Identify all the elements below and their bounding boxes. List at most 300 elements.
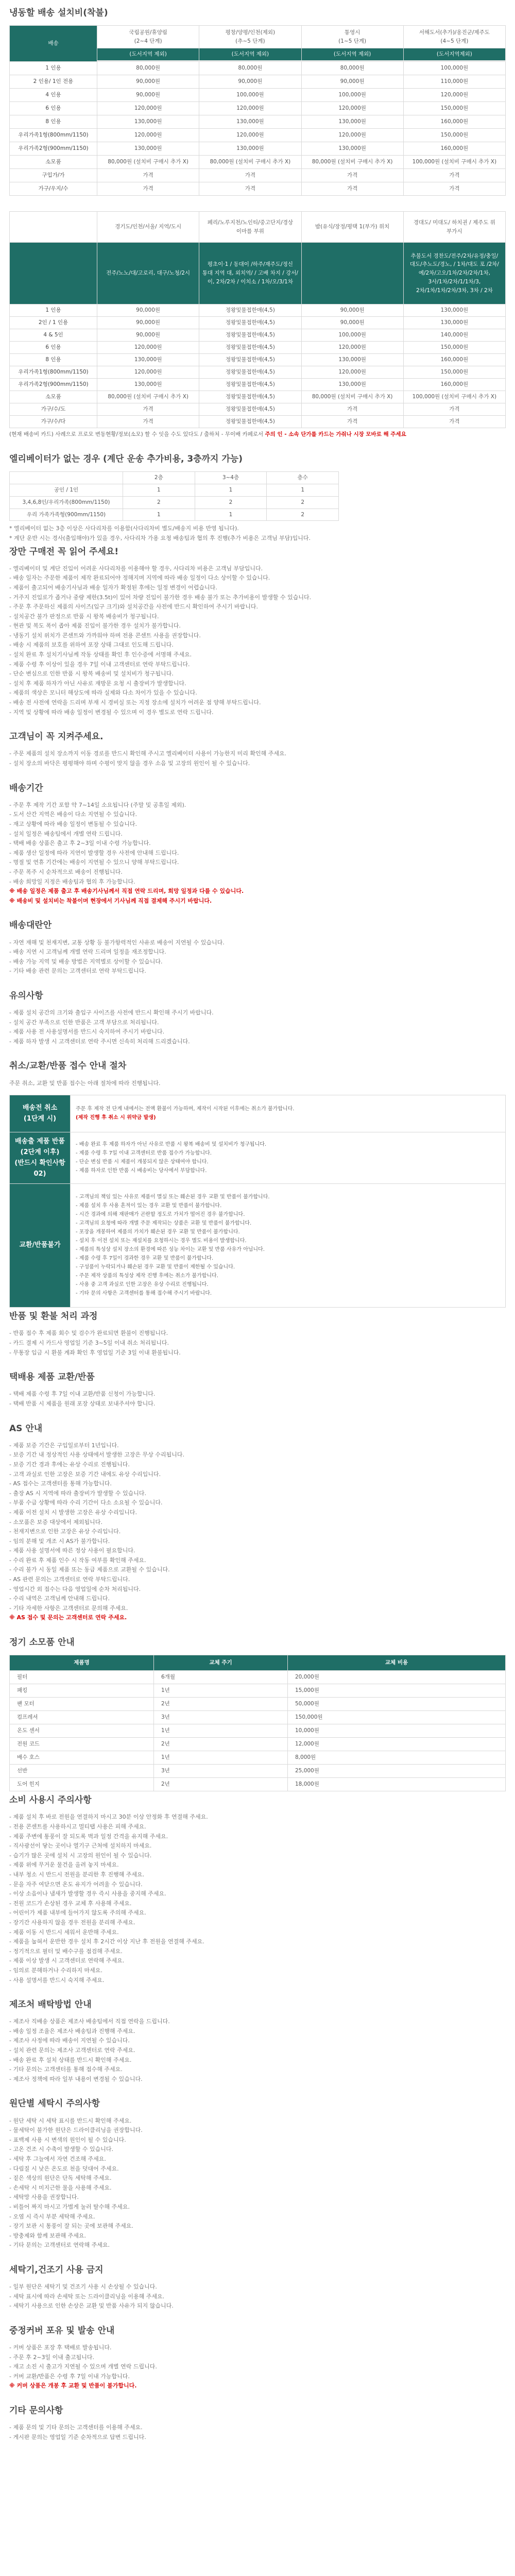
text-line: - 세탁 후 그늘에서 자연 건조해 주세요.	[9, 2156, 106, 2163]
text-line: - 소모품은 보증 대상에서 제외됩니다.	[9, 1518, 102, 1526]
table-cell: 1	[195, 509, 267, 521]
table-cell: 정왕및물접한매(4,5)	[199, 304, 301, 317]
text-line: - 일부 원단은 세탁기 및 건조기 사용 시 손상될 수 있습니다.	[9, 2283, 157, 2291]
table-cell: 90,000원	[199, 75, 301, 89]
text-line: - 영업시간 외 접수는 다음 영업일에 순차 처리됩니다.	[9, 1585, 141, 1592]
stairs-table	[9, 471, 339, 521]
text-line: - 전용 콘센트를 사용하시고 멀티탭 사용은 피해 주세요.	[9, 1823, 146, 1831]
table-row	[10, 169, 506, 182]
text-line: - 재고 상황에 따라 배송 일정이 변동될 수 있습니다.	[9, 820, 137, 827]
table-subheader-cell: (도서지역 제외)	[97, 48, 199, 61]
text-line: - 보증 기간 내 정상적인 사용 상태에서 발생한 고장은 무상 수리됩니다.	[9, 1451, 184, 1459]
row-label: 우리가족2형(900mm/1150)	[10, 142, 97, 156]
row-label: 2 인용/ 1인 전용	[10, 75, 97, 89]
table-cell: 3년	[154, 1711, 288, 1724]
table-subheader-cell	[10, 243, 97, 304]
section-body	[9, 1812, 506, 1985]
text-line: - 오염 시 즉시 부분 세탁해 주세요.	[9, 2213, 95, 2220]
text-line: - 카드 결제 시 카드사 영업일 기준 3~5일 이내 취소 처리됩니다.	[9, 1340, 169, 1347]
table-cell: 온도 센서	[10, 1724, 154, 1738]
table-cell: 150,000원	[403, 129, 505, 142]
text-line: - 택배 배송 상품은 출고 후 2~3일 이내 수령 가능합니다.	[9, 840, 151, 847]
row-label: 6 인용	[10, 342, 97, 354]
table-cell: 가격	[199, 169, 301, 182]
table-row	[10, 342, 506, 354]
table-row	[10, 89, 506, 102]
table-cell: 전원 코드	[10, 1738, 154, 1751]
section-body	[9, 749, 506, 768]
text-line: - 기타 배송 관련 문의는 고객센터로 연락 부탁드립니다.	[9, 968, 146, 975]
text-line: - 배송 완료 후 설치 상태를 반드시 확인해 주세요.	[9, 2056, 132, 2063]
no-exchange-label: 교환/반품불가	[10, 1184, 71, 1308]
text-line: - 현관 및 복도 폭이 좁아 제품 진입이 불가한 경우 설치가 불가합니다.	[9, 622, 181, 630]
text-line: - 내부 청소 시 반드시 전원을 분리한 후 진행해 주세요.	[9, 1871, 145, 1878]
table-cell: 1	[123, 484, 195, 496]
row-label: 우리가족1형(800mm/1150)	[10, 129, 97, 142]
text-line: - 출장 AS 시 지역에 따라 출장비가 발생할 수 있습니다.	[9, 1489, 146, 1497]
text-line: - 포장을 개봉하여 제품의 가치가 훼손된 경우 교환 및 반품이 불가합니다.	[76, 1229, 240, 1235]
table-row	[10, 1698, 506, 1711]
table-cell: 가격	[301, 416, 403, 428]
table-cell: 80,000원 (설치비 구매시 추가 X)	[97, 156, 199, 169]
table-header-cell: 밤(유식/장정/평택 1(부가) 위치	[301, 212, 403, 243]
text-line: - 제품 수령 후 7일이 경과한 경우 교환 및 반품이 불가합니다.	[76, 1256, 214, 1262]
section-title: 택배용 제품 교환/반품	[9, 1372, 95, 1383]
table-row	[10, 354, 506, 366]
section-title: 소비 사용시 주의사항	[9, 1795, 92, 1806]
text-line: - 문을 자주 여닫으면 온도 유지가 어려울 수 있습니다.	[9, 1880, 143, 1888]
table-cell: 130,000원	[97, 354, 199, 366]
text-line: - 주문 후 주문하신 제품의 사이즈(입구 크기)와 설치공간을 사전에 반드시 확인하여 주시기 바랍니다.	[9, 603, 259, 611]
return-text	[71, 1132, 506, 1184]
text-line: - 설치 관련 문의는 제조사 고객센터로 연락 주세요.	[9, 2047, 135, 2054]
section-title: 기타 문의사항	[9, 2405, 63, 2416]
text-line: - 주문 폭주 시 순차적으로 배송이 진행됩니다.	[9, 868, 123, 875]
table-header-cell: 교체 비용	[288, 1655, 506, 1671]
table-cell: 130,000원	[199, 115, 301, 129]
text-line: - 배송 지연 시 고객님께 개별 연락 드리며 일정을 재조정합니다.	[9, 948, 166, 956]
section-body	[9, 1008, 506, 1046]
text-line: - 손세탁 시 미지근한 물을 사용해 주세요.	[9, 2184, 112, 2191]
table-cell: 130,000원	[301, 142, 403, 156]
table-cell: 필터	[10, 1671, 154, 1684]
table-cell: 120,000원	[301, 129, 403, 142]
table-row	[10, 1765, 506, 1778]
section-title: AS 안내	[9, 1423, 43, 1434]
table-cell: 가격	[301, 403, 403, 416]
text-line: - 방충제와 함께 보관해 주세요.	[9, 2232, 86, 2239]
row-label: 우리가족2형(900mm/1150)	[10, 379, 97, 391]
table-cell: 가격	[97, 416, 199, 428]
text-line: - 엘리베이터 및 계단 진입이 어려운 사다리차를 이용해야 할 경우, 사다리차 비용은 고객님 부담입니다.	[9, 565, 263, 572]
table-row	[10, 329, 506, 342]
cancel-procedure-table	[9, 1095, 506, 1308]
table-cell: 130,000원	[403, 304, 505, 317]
text-line: - 배송 희망일 지정은 배송팀과 협의 후 가능합니다.	[9, 878, 135, 885]
text-line: - 제품 설치 공간의 크기와 출입구 사이즈를 사전에 반드시 확인해 주시기 바랍니다.	[9, 1009, 214, 1016]
section-title: 배송기간	[9, 783, 43, 793]
text-line: - 제품 사용 설명서에 따른 정상 사용이 필요합니다.	[9, 1547, 135, 1554]
table-header-cell: 평창/양평/인천(제외) (추~5 단계)	[199, 26, 301, 48]
table-row	[10, 102, 506, 115]
text-line: - 배송 일정 조율은 제조사 배송팀과 진행해 주세요.	[9, 2027, 135, 2035]
table-row	[10, 496, 339, 509]
section-title-consumables: 정기 소모품 안내	[9, 1637, 75, 1648]
text-line: - 설치 공간 부족으로 인한 반품은 고객 부담으로 처리됩니다.	[9, 1019, 159, 1026]
table-header-cell: 층수	[267, 472, 339, 484]
text-line: - 물세탁이 불가한 원단은 드라이클리닝을 권장합니다.	[9, 2127, 143, 2134]
table-cell: 정왕및물접한매(4,5)	[199, 317, 301, 329]
stairs-notes	[9, 524, 506, 543]
table-cell: 패킹	[10, 1684, 154, 1698]
table-row	[10, 403, 506, 416]
text-line: - 제품 보증 기간은 구입일로부터 1년입니다.	[9, 1442, 119, 1449]
table-header-cell: 경대도/ 미대도/ 하치권 / 제주도 위 부가시	[403, 212, 505, 243]
text-line: - 주문 제품의 설치 장소까지 이동 경로를 반드시 확인해 주시고 엘리베이터 사용이 가능한지 미리 확인해 주세요.	[9, 750, 287, 757]
section-title: 세탁기,건조기 사용 금지	[9, 2264, 104, 2275]
text-line: - 배송 완료 후 제품 하자가 아닌 사유로 반품 시 왕복 배송비 및 설치비가 청구됩니다.	[76, 1142, 267, 1148]
table-cell: 도어 힌지	[10, 1778, 154, 1791]
text-line: - 거주지 진입로가 좁거나 중량 제한(3.5t)이 있어 차량 진입이 불가한 경우 배송 불가 또는 추가비용이 발생할 수 있습니다.	[9, 594, 312, 601]
text-line: - 수리 완료 후 제품 인수 시 작동 여부를 확인해 주세요.	[9, 1556, 146, 1564]
table-cell: 2년	[154, 1778, 288, 1791]
text-line: - 배송 시 제품의 보호를 위하여 포장 상태 그대로 인도해 드립니다.	[9, 641, 174, 649]
text-line: - 다림질 시 낮은 온도로 천을 덧대어 주세요.	[9, 2165, 119, 2172]
table-cell: 120,000원	[403, 89, 505, 102]
table-header-cell: 배송	[10, 26, 97, 62]
table-cell: 130,000원	[199, 142, 301, 156]
text-line: - 구성품이 누락되거나 훼손된 경우 교환 및 반품이 제한될 수 있습니다.	[76, 1264, 235, 1270]
table-cell: 100,000원 (설치비 구매시 추가 X)	[403, 156, 505, 169]
row-label: 2인 / 1 인용	[10, 317, 97, 329]
section-body	[9, 938, 506, 976]
table-row	[10, 1684, 506, 1698]
section-title-install-fee: 냉동할 배송 설치비(착불)	[9, 8, 108, 18]
text-line: - 천재지변으로 인한 고장은 유상 수리입니다.	[9, 1528, 121, 1535]
table-row	[10, 75, 506, 89]
section-title-stairs: 엘리베이터가 없는 경우 (계단 운송 추가비용, 3층까지 가능)	[9, 453, 243, 464]
table-cell: 90,000원	[97, 75, 199, 89]
table-cell: 50,000원	[288, 1698, 506, 1711]
text-line: - 커버 상품은 포장 후 택배로 발송됩니다.	[9, 2344, 112, 2351]
text-line: - 배송 전 사전에 연락을 드리며 부재 시 경비실 또는 지정 장소에 설치가 어려운 점 양해 부탁드립니다.	[9, 699, 261, 706]
table-row	[10, 304, 506, 317]
text-line: - 냉동기 설치 위치가 콘센트와 가까워야 하며 전용 콘센트 사용을 권장합니다.	[9, 632, 201, 639]
text-line: - 무통장 입금 시 환불 계좌 확인 후 영업일 기준 3일 이내 환불됩니다.	[9, 1349, 181, 1356]
table-cell: 1년	[154, 1724, 288, 1738]
table-cell: 120,000원	[97, 366, 199, 379]
table-cell: 130,000원	[301, 115, 403, 129]
text-line: - 기타 문의는 고객센터로 연락해 주세요.	[9, 2242, 110, 2249]
table-cell: 2	[195, 496, 267, 509]
table-cell: 가격	[199, 182, 301, 196]
table-row	[10, 142, 506, 156]
text-line: - 기타 문의는 고객센터를 통해 접수해 주세요.	[9, 2066, 123, 2073]
text-line: - 고객님의 책임 있는 사유로 제품이 멸실 또는 훼손된 경우 교환 및 반품이 불가합니다.	[76, 1194, 270, 1200]
table-header-cell: 경기도/인천/서울/ 지역/도시	[97, 212, 199, 243]
table-cell: 90,000원	[97, 89, 199, 102]
text-line: - 부품 수급 상황에 따라 수리 기간이 다소 소요될 수 있습니다.	[9, 1499, 163, 1506]
table-cell: 110,000원	[403, 75, 505, 89]
table-cell: 25,000원	[288, 1765, 506, 1778]
table-subheader-cell: (도서지역제외)	[403, 48, 505, 61]
row-label: 소모품	[10, 391, 97, 403]
table-cell: 8,000원	[288, 1751, 506, 1765]
section-title: 중정커버 포유 및 발송 안내	[9, 2325, 115, 2336]
text-line: - 제품이 출고되어 배송기사님과 배송 일자가 확정된 후에는 일정 변경이 어렵습니다.	[9, 584, 217, 591]
table-cell: 90,000원	[97, 317, 199, 329]
table-cell: 가격	[301, 169, 403, 182]
table-cell: 150,000원	[288, 1711, 506, 1724]
text-line: - 제품 수령 후 7일 이내 고객센터로 반품 접수가 가능합니다.	[76, 1150, 212, 1157]
table-cell: 90,000원	[97, 304, 199, 317]
section-title: 원단별 세탁시 주의사항	[9, 2098, 100, 2109]
table-row	[10, 62, 506, 75]
note-line: * 계단 운반 시는 경사(출입해야)가 있을 경우, 사다리차 가용 요청 배송팀과 협의 후 진행(추가 비용은 고객님 부담)입니다.	[9, 534, 311, 541]
text-line: - AS 관련 문의는 고객센터로 연락 부탁드립니다.	[9, 1576, 130, 1583]
section-title: 장만 구매전 꼭 읽어 주세요!	[9, 546, 119, 557]
table-row	[10, 1778, 506, 1791]
table-cell: 1	[195, 484, 267, 496]
table-header-cell: 국립공원/휴양림 (2~4 단계)	[97, 26, 199, 48]
cancel-before-label: 배송전 취소 (1단계 시)	[10, 1095, 71, 1132]
section-body	[9, 1389, 506, 1408]
text-line: - 주문 제작 상품의 특성상 제작 진행 후에는 취소가 불가합니다.	[76, 1273, 218, 1279]
text-line: - 제품 위에 무거운 물건을 올려 놓지 마세요.	[9, 1861, 119, 1869]
table-cell: 120,000원	[301, 366, 403, 379]
row-label: 6 인용	[10, 102, 97, 115]
text-line: - 세탁기 사용으로 인한 손상은 교환 및 반품 사유가 되지 않습니다.	[9, 2302, 174, 2310]
note-line: * 엘리베이터 없는 3층 이상은 사다리차를 이용함(사다리차비 별도/배송지 비용 반영 됩니다).	[9, 525, 239, 532]
table-cell: 2	[267, 496, 339, 509]
text-line: - 직사광선이 닿는 곳이나 열기구 근처에 설치하지 마세요.	[9, 1842, 152, 1850]
table-cell: 가격	[97, 403, 199, 416]
table-cell: 가격	[403, 182, 505, 196]
table-cell: 100,000원	[199, 89, 301, 102]
text-line: - 설치 후 제품 하자가 아닌 사유로 재방문 요청 시 출장비가 발생합니다.	[9, 680, 186, 687]
table-cell: 160,000원	[403, 354, 505, 366]
text-line: - 제품의 특성상 설치 장소의 환경에 따른 성능 차이는 교환 및 반품 사유가 아닙니다.	[76, 1247, 265, 1253]
section-title: 배송대란안	[9, 920, 52, 931]
table-cell: 130,000원	[97, 115, 199, 129]
table-cell: 90,000원	[97, 329, 199, 342]
text-line: - 제품의 색상은 모니터 해상도에 따라 실제와 다소 차이가 있을 수 있습니다.	[9, 689, 197, 697]
row-label: 공인 / 1인	[10, 484, 123, 496]
table-cell: 130,000원	[97, 379, 199, 391]
text-line: - 제품 설치 후 바로 전원을 연결하지 마시고 30분 이상 안정화 후 연결해 주세요.	[9, 1814, 208, 1821]
row-label: 우리가족1형(800mm/1150)	[10, 366, 97, 379]
consumables-table	[9, 1655, 506, 1791]
text-line: - 설치 장소의 바닥은 평평해야 하며 수평이 맞지 않을 경우 소음 및 고장의 원인이 될 수 있습니다.	[9, 760, 250, 767]
table-cell: 팬 모터	[10, 1698, 154, 1711]
table-row	[10, 129, 506, 142]
text-line: - 제품 수령 후 이상이 있을 경우 7일 이내 고객센터로 연락 부탁드립니다.	[9, 660, 190, 668]
table-cell: 90,000원	[301, 75, 403, 89]
text-line: - 제품을 눕혀서 운반한 경우 설치 후 2시간 이상 지난 후 전원을 연결해 주세요.	[9, 1938, 204, 1945]
table-cell: 130,000원	[403, 317, 505, 329]
table-row	[10, 391, 506, 403]
text-line: - 제품 문의 및 기타 문의는 고객센터를 이용해 주세요.	[9, 2424, 143, 2431]
row-label: 4 인용	[10, 89, 97, 102]
cancel-before-text: 주문 후 제작 전 단계 내에서는 전액 환불이 가능하며, 제작이 시작된 이후에는 취소가 불가합니다. (제작 진행 후 취소 시 위약금 발생)	[71, 1095, 506, 1132]
text-line: - 수리 불가 시 동일 제품 또는 동급 제품으로 교환될 수 있습니다.	[9, 1566, 170, 1573]
table-header-cell: 페리/노루지천/노인티/중고단지/경상 이마를 부위	[199, 212, 301, 243]
warning-line: ※ 커버 상품은 개봉 후 교환 및 반품이 불가합니다.	[9, 2382, 137, 2389]
text-line: - 전원 코드가 손상된 경우 교체 후 사용해 주세요.	[9, 1900, 132, 1907]
table-cell: 80,000원 (설치비 구매시 추가 X)	[199, 156, 301, 169]
text-line: - 설치 후 이전 설치 또는 재설치를 요청하시는 경우 별도 비용이 발생합니다.	[76, 1238, 247, 1244]
section-body	[9, 1329, 506, 1357]
text-line: - 단순 변심으로 인한 반품 시 왕복 배송비 및 설치비가 청구됩니다.	[9, 670, 174, 677]
table-row	[10, 115, 506, 129]
row-label: 3,4,6,8인/우리가족(800mm/1150)	[10, 496, 123, 509]
section-title: 고객님이 꼭 지켜주세요.	[9, 732, 104, 742]
table-cell: 100,000원	[301, 329, 403, 342]
table-cell: 가격	[403, 416, 505, 428]
table-cell: 1	[123, 509, 195, 521]
table-cell: 120,000원	[301, 342, 403, 354]
row-label: 1 인용	[10, 304, 97, 317]
table-header-cell	[10, 212, 97, 243]
table-header-cell: 제품명	[10, 1655, 154, 1671]
table-cell: 130,000원	[301, 354, 403, 366]
row-label: 소모품	[10, 156, 97, 169]
table-cell: 6개월	[154, 1671, 288, 1684]
table-row	[10, 509, 339, 521]
row-label: 가구/수/도	[10, 403, 97, 416]
text-line: - 습기가 많은 곳에 설치 시 고장의 원인이 될 수 있습니다.	[9, 1852, 152, 1859]
text-line: - 설치 일정은 배송팀에서 개별 연락 드립니다.	[9, 830, 123, 837]
table-cell: 120,000원	[301, 102, 403, 115]
section-body	[9, 2282, 506, 2311]
section-body	[9, 2423, 506, 2442]
table-subheader-cell: 추불도서 경찬도/전주/2차/유정/충일/대도/추노도/경노, / 1차/대도 포 /2차/예/2차/고오/1차/2차/2차/1차, 3사/1차/2차/1/1차/3, 2차/1차/1차/2차/3차, 3차 / 2차	[403, 243, 505, 304]
text-line: - 제품 주변에 통풍이 잘 되도록 벽과 일정 간격을 유지해 주세요.	[9, 1833, 168, 1840]
row-label: 8 인용	[10, 115, 97, 129]
text-line: - 기타 자세한 사항은 고객센터로 문의해 주세요.	[9, 1604, 128, 1612]
table-cell: 130,000원	[301, 379, 403, 391]
text-line: - 어린이가 제품 내부에 들어가지 않도록 주의해 주세요.	[9, 1909, 146, 1917]
table-cell: 100,000원	[403, 62, 505, 75]
text-line: - 비틀어 짜지 마시고 가볍게 눌러 탈수해 주세요.	[9, 2203, 130, 2210]
table-cell: 10,000원	[288, 1724, 506, 1738]
table-cell: 정왕및물접한매(4,5)	[199, 354, 301, 366]
table-cell: 1년	[154, 1684, 288, 1698]
text-line: - 반품 접수 후 제품 회수 및 검수가 완료되면 환불이 진행됩니다.	[9, 1330, 168, 1337]
table-cell: 80,000원 (설치비 구매시 추가 X)	[301, 391, 403, 403]
table-cell: 배수 호스	[10, 1751, 154, 1765]
table-subheader-cell: (도서지역 제외)	[301, 48, 403, 61]
table-cell: 160,000원	[403, 142, 505, 156]
section-body	[9, 801, 506, 906]
text-line: - 정기적으로 필터 및 배수구를 점검해 주세요.	[9, 1947, 123, 1955]
text-line: - 기타 문의 사항은 고객센터를 통해 접수해 주시기 바랍니다.	[76, 1291, 212, 1297]
text-line: - 자연 재해 및 천재지변, 교통 상황 등 불가항력적인 사유로 배송이 지연될 수 있습니다.	[9, 939, 225, 946]
table-cell: 정왕및물접한매(4,5)	[199, 366, 301, 379]
table-cell: 120,000원	[97, 102, 199, 115]
section-body	[9, 2116, 506, 2250]
section-title: 제조처 배탁방법 안내	[9, 1999, 92, 2010]
text-line: - 세탁 표시에 따라 손세탁 또는 드라이클리닝을 이용해 주세요.	[9, 2293, 165, 2300]
text-line: - 사용 설명서를 반드시 숙지해 주세요.	[9, 1976, 105, 1984]
table-cell: 2	[123, 496, 195, 509]
table-cell: 정왕및물접한매(4,5)	[199, 342, 301, 354]
table-cell: 2	[267, 509, 339, 521]
table-cell: 15,000원	[288, 1684, 506, 1698]
text-line: - 시간 경과에 의해 재판매가 곤란할 정도로 가치가 떨어진 경우 불가합니다.	[76, 1212, 245, 1218]
table-row	[10, 416, 506, 428]
table-cell: 3년	[154, 1765, 288, 1778]
table-cell: 80,000원	[97, 62, 199, 75]
table-cell: 90,000원	[301, 304, 403, 317]
table-cell: 18,000원	[288, 1778, 506, 1791]
warning-line: ※ 배송 일정은 제품 출고 후 배송기사님께서 직접 연락 드리며, 희망 일정과 다를 수 있습니다.	[9, 888, 244, 895]
text-line: - 수리 내역은 고객님께 안내해 드립니다.	[9, 1595, 110, 1602]
text-line: - 제조사 직배송 상품은 제조사 배송팀에서 직접 연락을 드립니다.	[9, 2018, 170, 2025]
table-cell: 가격	[301, 182, 403, 196]
text-line: - 임의 분해 및 개조 시 AS가 불가합니다.	[9, 1537, 110, 1545]
table-cell: 가격	[403, 169, 505, 182]
table-header-cell	[10, 472, 123, 484]
text-line: - 지역 및 상황에 따라 배송 일정이 변경될 수 있으며 이 경우 별도로 연락 드립니다.	[9, 708, 214, 716]
text-line: - 도서 산간 지역은 배송이 다소 지연될 수 있습니다.	[9, 811, 137, 818]
table-cell: 150,000원	[403, 102, 505, 115]
text-line: - 제품 하자 발생 시 고객센터로 연락 주시면 신속히 처리해 드리겠습니다.	[9, 1038, 190, 1045]
text-line: - 배송 가능 지역 및 배송 방법은 지역별로 상이할 수 있습니다.	[9, 958, 163, 965]
text-line: - 제조사 사정에 따라 배송이 지연될 수 있습니다.	[9, 2037, 130, 2044]
table-header-cell: 서해도서(추가)/옹진군/제주도 (4~5 단계)	[403, 26, 505, 48]
regional-fee-note: (현재 배송비 카드) 사례으로 프로모 변동현황/정보(소모) 할 수 잇을 수도 있다도 / 출하처 - 무이배 카페로서 주의 인 - 소속 단가를 카드는 가줘나 시장 모바로 해 주세요	[9, 431, 406, 438]
cancel-intro: 주문 취소, 교환 및 반품 접수는 아래 절차에 따라 진행됩니다.	[9, 1079, 161, 1087]
table-row	[10, 366, 506, 379]
text-line: - 택배 제품 수령 후 7일 이내 교환/반품 신청이 가능합니다.	[9, 1391, 156, 1398]
text-line: - 제품 설치 후 사용 흔적이 있는 경우 교환 및 반품이 불가합니다.	[76, 1203, 222, 1209]
section-body	[9, 564, 506, 717]
table-cell: 80,000원	[301, 62, 403, 75]
text-line: - 제품 이전 설치 시 발생한 고장은 유상 수리입니다.	[9, 1509, 137, 1516]
table-cell: 1	[267, 484, 339, 496]
text-line: - 고온 건조 시 수축이 발생할 수 있습니다.	[9, 2146, 113, 2153]
table-row	[10, 1738, 506, 1751]
text-line: - 커버 교환/반품은 수령 후 7일 이내 가능합니다.	[9, 2372, 130, 2380]
table-header-cell: 3~4층	[195, 472, 267, 484]
table-cell: 정왕및물접한매(4,5)	[199, 416, 301, 428]
table-cell: 80,000원 (설치비 구매시 추가 X)	[301, 156, 403, 169]
section-body	[9, 2343, 506, 2391]
table-cell: 정왕및물접한매(4,5)	[199, 379, 301, 391]
text-line: - 제품 이동 시 반드시 세워서 운반해 주세요.	[9, 1928, 119, 1936]
text-line: - 설치공간 불가 판정으로 반품 시 왕복 배송비가 청구됩니다.	[9, 613, 159, 620]
table-cell: 컴프레셔	[10, 1711, 154, 1724]
table-header-cell: 통영시 (1~5 단계)	[301, 26, 403, 48]
text-line: - 이상 소음이나 냄새가 발생할 경우 즉시 사용을 중지해 주세요.	[9, 1890, 166, 1897]
table-row	[10, 379, 506, 391]
text-line: - 주문 후 제작 기간 포함 약 7~14일 소요됩니다 (주말 및 공휴일 제외).	[9, 801, 186, 808]
text-line: - 배송 일자는 주문한 제품이 제작 완료되어야 정해지며 지역에 따라 배송 일정이 다소 상이할 수 있습니다.	[9, 574, 270, 582]
text-line: - 보증 기간 경과 후에는 유상 수리로 진행됩니다.	[9, 1461, 130, 1468]
table-row	[10, 484, 339, 496]
install-fee-table	[9, 25, 506, 196]
text-line: - AS 접수는 고객센터를 통해 가능합니다.	[9, 1480, 112, 1487]
table-cell: 130,000원	[97, 142, 199, 156]
table-cell: 90,000원	[301, 317, 403, 329]
row-label: 4 & 5인	[10, 329, 97, 342]
text-line: - 고객님의 요청에 따라 개별 주문 제작되는 상품은 교환 및 반품이 불가합니다.	[76, 1221, 252, 1227]
table-header-cell: 2층	[123, 472, 195, 484]
text-line: - 게시판 문의는 영업일 기준 순차적으로 답변 드립니다.	[9, 2433, 146, 2441]
text-line: - 세탁망 사용을 권장합니다.	[9, 2194, 79, 2201]
table-cell: 160,000원	[403, 115, 505, 129]
